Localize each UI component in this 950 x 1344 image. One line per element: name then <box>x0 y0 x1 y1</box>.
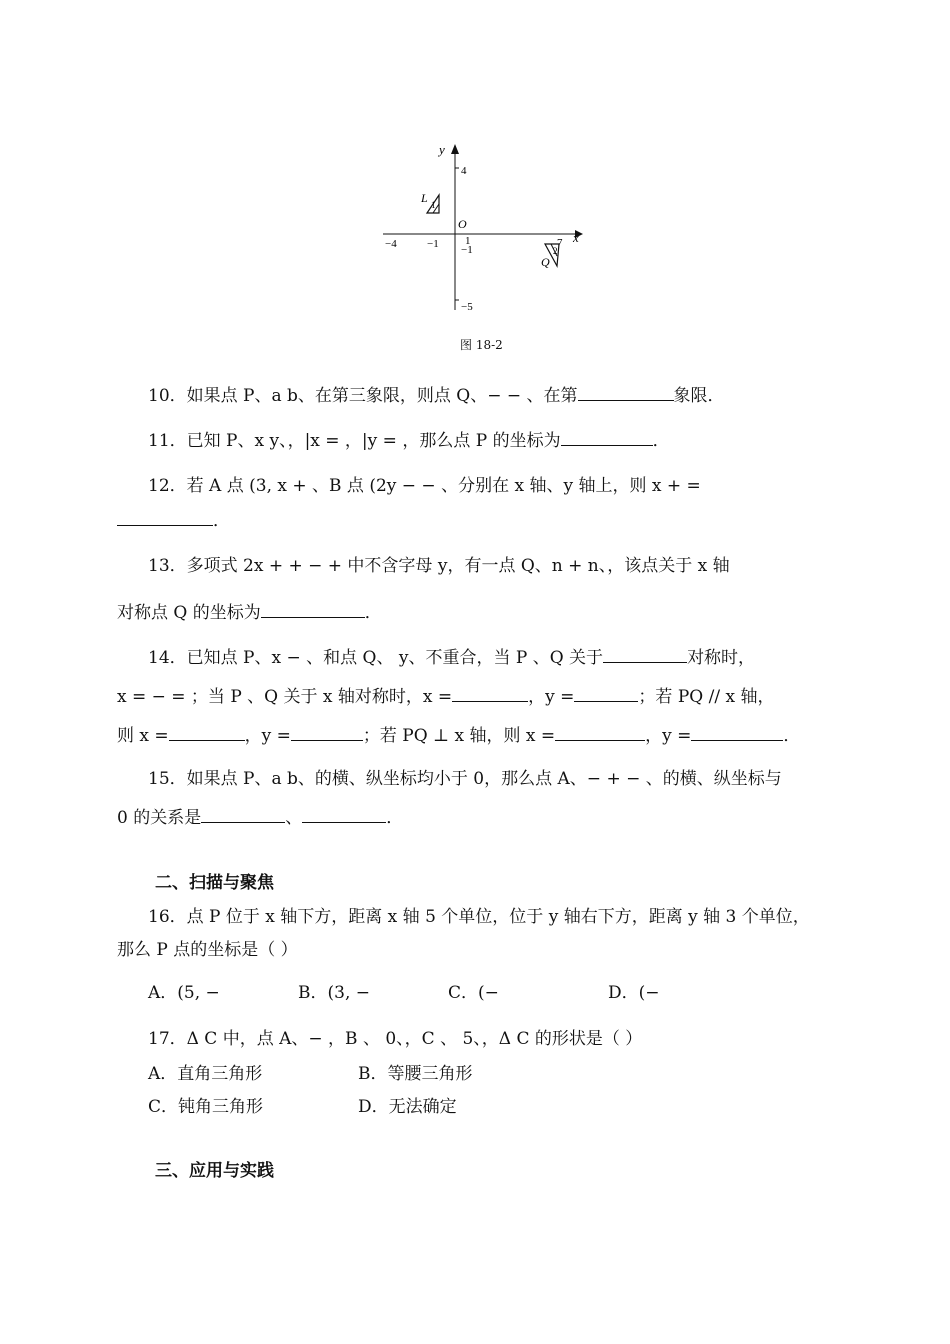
question-14: 14．已知点 P、x − 、和点 Q、 y、不重合，当 P 、Q 关于 对称时， <box>148 645 755 669</box>
answer-blank[interactable] <box>201 805 285 823</box>
question-14-line3: 则 x = ，y = ；若 PQ ⊥ x 轴，则 x = ，y = ． <box>117 723 800 747</box>
x-axis-label: x <box>573 230 579 245</box>
answer-blank[interactable] <box>302 805 386 823</box>
option-17-B[interactable]: B．等腰三角形 <box>358 1064 473 1084</box>
tick-x-7: 7 <box>557 237 563 249</box>
option-17-D[interactable]: D．无法确定 <box>358 1097 457 1117</box>
question-13-cont: 对称点 Q 的坐标为 ． <box>117 600 382 624</box>
marker-2: 2 <box>553 246 558 256</box>
question-15-cont: 0 的关系是 、 ． <box>117 805 403 829</box>
question-17: 17．Δ C 中，点 A、− ，B 、 0、，C 、 5、，Δ C 的形状是（ ） <box>148 1029 643 1049</box>
answer-blank[interactable] <box>578 383 674 401</box>
figure-caption: 图 18-2 <box>460 338 503 352</box>
origin-label: O <box>458 217 467 231</box>
answer-blank[interactable] <box>603 645 687 663</box>
question-10: 10．如果点 P、a b、在第三象限，则点 Q、− − 、在第 象限． <box>148 383 725 407</box>
y-axis-label: y <box>439 142 445 157</box>
option-16-C[interactable]: C．(− <box>448 983 499 1003</box>
answer-blank[interactable] <box>574 684 638 702</box>
tick-y-4: 4 <box>461 165 467 177</box>
answer-blank[interactable] <box>291 723 363 741</box>
question-13: 13．多项式 2x + + − + 中不含字母 y，有一点 Q、n + n、，该点关于 x 轴 <box>148 556 730 576</box>
option-16-D[interactable]: D．(− <box>608 983 660 1003</box>
question-12: 12．若 A 点 (3, x + 、B 点 (2y − − 、分别在 x 轴、y 轴上，则 x + = <box>148 476 701 496</box>
question-12-cont: ． <box>117 508 230 532</box>
answer-blank[interactable] <box>261 600 365 618</box>
option-17-A[interactable]: A．直角三角形 <box>148 1064 263 1084</box>
answer-blank[interactable] <box>169 723 245 741</box>
answer-blank[interactable] <box>555 723 645 741</box>
option-17-C[interactable]: C．钝角三角形 <box>148 1097 264 1117</box>
tick-x-neg1: −1 <box>427 238 439 250</box>
coordinate-figure <box>375 140 595 320</box>
option-16-A[interactable]: A．(5, − <box>148 983 220 1003</box>
option-16-B[interactable]: B．(3, − <box>298 983 370 1003</box>
answer-blank[interactable] <box>691 723 783 741</box>
section-3-heading: 三、应用与实践 <box>155 1161 274 1180</box>
tick-y-neg1: −1 <box>461 244 473 256</box>
tick-x-neg4: −4 <box>385 238 397 250</box>
tick-x-1: 1 <box>465 235 471 247</box>
answer-blank[interactable] <box>117 508 213 526</box>
question-15: 15．如果点 P、a b、的横、纵坐标均小于 0，那么点 A、− + − 、的横、纵坐标与 <box>148 769 782 789</box>
section-2-heading: 二、扫描与聚焦 <box>155 873 274 892</box>
question-11: 11．已知 P、x y、，|x = ，|y = ，那么点 P 的坐标为 ． <box>148 428 670 452</box>
point-L-label: L <box>421 191 428 205</box>
question-16-cont: 那么 P 点的坐标是（ ） <box>117 940 298 960</box>
question-16: 16．点 P 位于 x 轴下方，距离 x 轴 5 个单位，位于 y 轴右下方，距离 y 轴 3 个单位， <box>148 907 810 927</box>
answer-blank[interactable] <box>561 428 653 446</box>
question-14-line2: x = − = ；当 P 、Q 关于 x 轴对称时，x = ，y = ；若 PQ // x 轴， <box>117 684 774 708</box>
y-axis-arrow <box>451 144 459 154</box>
tick-y-neg5: −5 <box>461 301 473 313</box>
marker-1: 1 <box>431 200 436 210</box>
point-Q-label: Q <box>541 255 550 269</box>
answer-blank[interactable] <box>452 684 528 702</box>
